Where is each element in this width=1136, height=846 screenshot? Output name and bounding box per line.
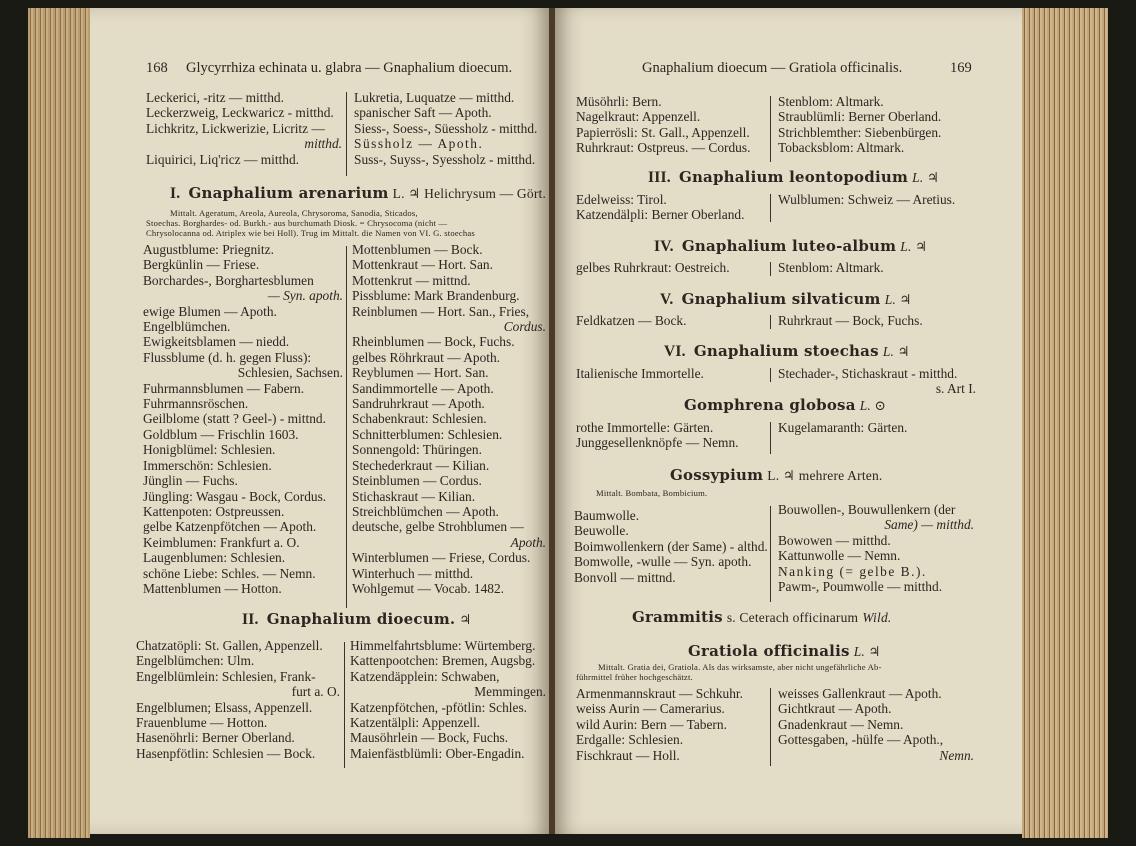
entry: Bonvoll — mittnd. [574, 569, 676, 585]
entry: Himmelfahrtsblume: Würtemberg. [350, 638, 536, 653]
entry: Memmingen. [474, 684, 546, 700]
entry: Fischkraut — Holl. [576, 747, 680, 763]
entry: Stechederkraut — Kilian. [352, 457, 490, 473]
section-right-column [350, 638, 546, 761]
entry: Bergkünlin — Friese. [143, 257, 260, 273]
entry: Reyblumen — Hort. San. [352, 365, 489, 381]
entry: Sandruhrkraut — Apoth. [352, 396, 485, 412]
section-title: Gomphrena globosa L. ⊙ [684, 396, 887, 414]
entry: Reinblumen — Hort. San., Fries, [352, 303, 530, 319]
entry: mitthd. [304, 136, 342, 152]
section-note: Mittalt. Bombata, Bombicium. [596, 488, 708, 498]
entry: spanischer Saft — Apoth. [354, 105, 492, 121]
entry: Engelblumen; Elsass, Appenzell. [136, 699, 313, 715]
entry: Nagelkraut: Appenzell. [576, 109, 701, 125]
entry: Müsöhrli: Bern. [576, 94, 662, 109]
column-divider [770, 506, 771, 602]
section-title: Grammitis s. Ceterach officinarum Wild. [632, 608, 892, 626]
entry: rothe Immortelle: Gärten. [576, 420, 714, 435]
entry: Engelblümlein: Schlesien, Frank- [136, 668, 316, 684]
entry: Nemn. [939, 747, 974, 763]
entry: Mausöhrlein — Bock, Fuchs. [350, 730, 509, 746]
entry: s. Art I. [935, 381, 976, 397]
section-right-column [778, 420, 978, 435]
column-divider [346, 246, 347, 608]
entry: Augustblume: Priegnitz. [143, 242, 274, 257]
entry: gelbe Katzenpfötchen — Apoth. [143, 519, 317, 535]
entry: Nanking (= gelbe B.). [778, 563, 927, 579]
entry: Jüngling: Wasgau - Bock, Cordus. [143, 488, 327, 504]
entry: Gottesgaben, -hülfe — Apoth., [778, 732, 944, 748]
entry: Lukretia, Luquatze — mitthd. [354, 90, 515, 105]
entry: Winterblumen — Friese, Cordus. [352, 550, 531, 566]
section-right-column [778, 313, 978, 328]
entry: Laugenblumen: Schlesien. [143, 550, 286, 566]
entry: Lichkritz, Lickwerizie, Licritz — [146, 120, 325, 136]
entry: Geilblome (statt ? Geel-) - mittnd. [143, 411, 326, 427]
section-left-column [576, 260, 766, 275]
entry: wild Aurin: Bern — Tabern. [576, 716, 727, 732]
column-divider [770, 262, 771, 276]
entry: Katzentälpli: Appenzell. [350, 715, 481, 731]
column-divider [770, 368, 771, 382]
entry: Italienische Immortelle. [576, 366, 704, 381]
entry: Straublümli: Berner Oberland. [778, 109, 942, 125]
entry: Suss-, Suyss-, Syessholz - mitthd. [354, 151, 536, 167]
entry: Winterhuch — mitthd. [352, 565, 474, 581]
entry: Bowowen — mitthd. [778, 532, 891, 548]
entry: Fuhrmannsröschen. [143, 396, 249, 412]
entry: Hasenöhrli: Berner Oberland. [136, 730, 295, 746]
section-title: V. Gnaphalium silvaticum L. ♃ [660, 290, 912, 308]
page-number: 169 [950, 60, 972, 76]
entry: Ewigkeitsblamen — niedd. [143, 334, 290, 350]
entry: Engelblümchen. [143, 319, 231, 335]
column-divider [770, 194, 771, 222]
section-left-column [136, 638, 340, 761]
entry: Engelblümchen: Ulm. [136, 653, 255, 669]
book-page-edges-left [28, 8, 90, 838]
entry: Flussblume (d. h. gegen Fluss): [143, 349, 312, 365]
entry: Papierrösli: St. Gall., Appenzell. [576, 124, 750, 140]
entry: Beuwolle. [574, 523, 629, 539]
entry: gelbes Röhrkraut — Apoth. [352, 349, 501, 365]
entry: Rheinblumen — Bock, Fuchs. [352, 334, 515, 350]
section-left-column [143, 242, 343, 596]
entry: deutsche, gelbe Strohblumen — [352, 519, 524, 535]
entry: Jünglin — Fuchs. [143, 473, 238, 489]
entry: Stenblom: Altmark. [778, 260, 884, 275]
section-title: Gratiola officinalis L. ♃ [688, 642, 881, 660]
section-left-column [574, 508, 770, 585]
book-page-edges-right [1022, 8, 1108, 838]
section-left-column [576, 313, 766, 328]
running-head: Glycyrrhiza echinata u. glabra — Gnaphalium dioecum. [186, 60, 513, 76]
top-left-column [576, 94, 766, 156]
entry: Armenmannskraut — Schkuhr. [576, 686, 743, 701]
book-gutter [549, 8, 555, 834]
entry: Fuhrmannsblumen — Fabern. [143, 380, 305, 396]
running-head: Gnaphalium dioecum — Gratiola officinalis. [642, 60, 903, 76]
entry: Kattenpoten: Ostpreussen. [143, 503, 285, 519]
entry: Stenblom: Altmark. [778, 94, 884, 109]
entry: Leckerici, -ritz — mitthd. [146, 90, 284, 105]
entry: Gnadenkraut — Nemn. [778, 716, 904, 732]
entry: Boimwollenkern (der Same) - althd. [574, 538, 768, 554]
entry: Ruhrkraut: Ostpreus. — Cordus. [576, 140, 751, 156]
entry: Tobacksblom: Altmark. [778, 140, 905, 156]
section-title: II. Gnaphalium dioecum. ♃ [242, 610, 472, 628]
entry: Bomwolle, -wulle — Syn. apoth. [574, 554, 752, 570]
entry: Immerschön: Schlesien. [143, 457, 272, 473]
entry: Mattenblumen — Hotton. [143, 580, 282, 596]
entry: Schabenkraut: Schlesien. [352, 411, 487, 427]
entry: Sonnengold: Thüringen. [352, 442, 482, 458]
section-left-column [576, 686, 766, 763]
entry: Honigblümel: Schlesien. [143, 442, 276, 458]
page-number: 168 [146, 60, 168, 76]
column-divider [346, 92, 347, 176]
section-right-column [778, 192, 978, 207]
section-right-column [352, 242, 546, 596]
entry: Kugelamaranth: Gärten. [778, 420, 908, 435]
entry: Leckerzweig, Leckwaricz - mitthd. [146, 105, 334, 121]
section-right-column [778, 686, 974, 763]
section-title: IV. Gnaphalium luteo-album L. ♃ [654, 237, 928, 255]
entry: Süssholz — Apoth. [354, 136, 484, 152]
entry: Streichblümchen — Apoth. [352, 503, 499, 519]
entry: gelbes Ruhrkraut: Oestreich. [576, 260, 730, 275]
entry: ewige Blumen — Apoth. [143, 303, 277, 319]
entry: Feldkatzen — Bock. [576, 313, 687, 328]
entry: Ruhrkraut — Bock, Fuchs. [778, 313, 923, 328]
entry: Wulblumen: Schweiz — Aretius. [778, 192, 956, 207]
section-note: Mittalt. Gratia dei, Gratiola. Als das wirksamste, aber nicht ungefährliche Ab- führmittel früher hochgeschätzt. [576, 662, 882, 682]
entry: Borchardes-, Borghartesblumen [143, 272, 314, 288]
section-right-column [778, 366, 976, 397]
entry: Sandimmortelle — Apoth. [352, 380, 494, 396]
entry: Stechader-, Stichaskraut - mitthd. [778, 366, 958, 381]
entry: Hasenpfötlin: Schlesien — Bock. [136, 745, 316, 761]
entry: Schnitterblumen: Schlesien. [352, 426, 503, 442]
entry: Edelweiss: Tirol. [576, 192, 667, 207]
entry: Stichaskraut — Kilian. [352, 488, 476, 504]
section-left-column [576, 420, 766, 451]
entry: Pawm-, Poumwolle — mitthd. [778, 579, 943, 595]
entry: Siess-, Soess-, Süessholz - mitthd. [354, 120, 538, 136]
section-left-column [576, 366, 766, 381]
entry: Katzenpfötchen, -pfötlin: Schles. [350, 699, 528, 715]
section-right-column [778, 260, 978, 275]
section-title: I. Gnaphalium arenarium L. ♃ Helichrysum — Gört. [170, 184, 547, 202]
entry: Keimblumen: Frankfurt a. O. [143, 534, 300, 550]
entry: weisses Gallenkraut — Apoth. [778, 686, 942, 701]
entry: Apoth. [510, 534, 546, 550]
column-divider [770, 422, 771, 454]
entry: Steinblumen — Cordus. [352, 473, 482, 489]
entry: Schlesien, Sachsen. [237, 365, 343, 381]
entry: Wohlgemut — Vocab. 1482. [352, 580, 505, 596]
entry: Gichtkraut — Apoth. [778, 701, 892, 717]
section-title: Gossypium L. ♃ mehrere Arten. [670, 466, 883, 484]
entry: Junggesellenknöpfe — Nemn. [576, 435, 739, 451]
entry: Liquirici, Liq'ricz — mitthd. [146, 151, 300, 167]
entry: Katzendäpplein: Schwaben, [350, 668, 500, 684]
section-title: III. Gnaphalium leontopodium L. ♃ [648, 168, 940, 186]
top-right-column [778, 94, 978, 156]
section-right-column [778, 502, 974, 594]
column-divider [770, 688, 771, 766]
entry: Strichblemther: Siebenbürgen. [778, 124, 942, 140]
entry: Kattenpootchen: Bremen, Augsbg. [350, 653, 536, 669]
column-divider [770, 315, 771, 329]
left-page [90, 8, 552, 834]
entry: Same) — mitthd. [884, 517, 974, 533]
entry: Cordus. [503, 319, 546, 335]
right-page [552, 8, 1022, 834]
section-title: VI. Gnaphalium stoechas L. ♃ [664, 342, 910, 360]
entry: Bouwollen-, Bouwullenkern (der [778, 502, 956, 517]
entry: Mottenkrut — mittnd. [352, 272, 471, 288]
section-left-column [576, 192, 766, 223]
entry: schöne Liebe: Schles. — Nemn. [143, 565, 316, 581]
entry: Kattunwolle — Nemn. [778, 548, 901, 564]
entry: furt a. O. [291, 684, 340, 700]
entry: Chatzatöpli: St. Gallen, Appenzell. [136, 638, 323, 653]
top-right-column [354, 90, 546, 167]
entry: Erdgalle: Schlesien. [576, 732, 684, 748]
entry: Mottenkraut — Hort. San. [352, 257, 493, 273]
entry: Baumwolle. [574, 508, 640, 523]
entry: Maienfästblümli: Ober-Engadin. [350, 745, 525, 761]
top-left-column [146, 90, 342, 167]
column-divider [770, 96, 771, 162]
section-note: Mittalt. Ageratum, Areola, Aureola, Chrysoroma, Sanodia, Sticados, Stoechas. Borghardes- od. Burkh.- aus burchumath Diosk. = Chrysocoma (nicht — Chrysolocanna od. Atriplex wie bei Holl). Trug im Mittalt. die Namen von VI. G. stoechas [146, 208, 475, 238]
entry: Frauenblume — Hotton. [136, 715, 268, 731]
entry: Pissblume: Mark Brandenburg. [352, 288, 520, 304]
column-divider [344, 642, 345, 768]
entry: Katzendälpli: Berner Oberland. [576, 207, 745, 223]
entry: — Syn. apoth. [267, 288, 343, 304]
entry: weiss Aurin — Camerarius. [576, 701, 725, 717]
entry: Goldblum — Frischlin 1603. [143, 426, 299, 442]
entry: Mottenblumen — Bock. [352, 242, 483, 257]
